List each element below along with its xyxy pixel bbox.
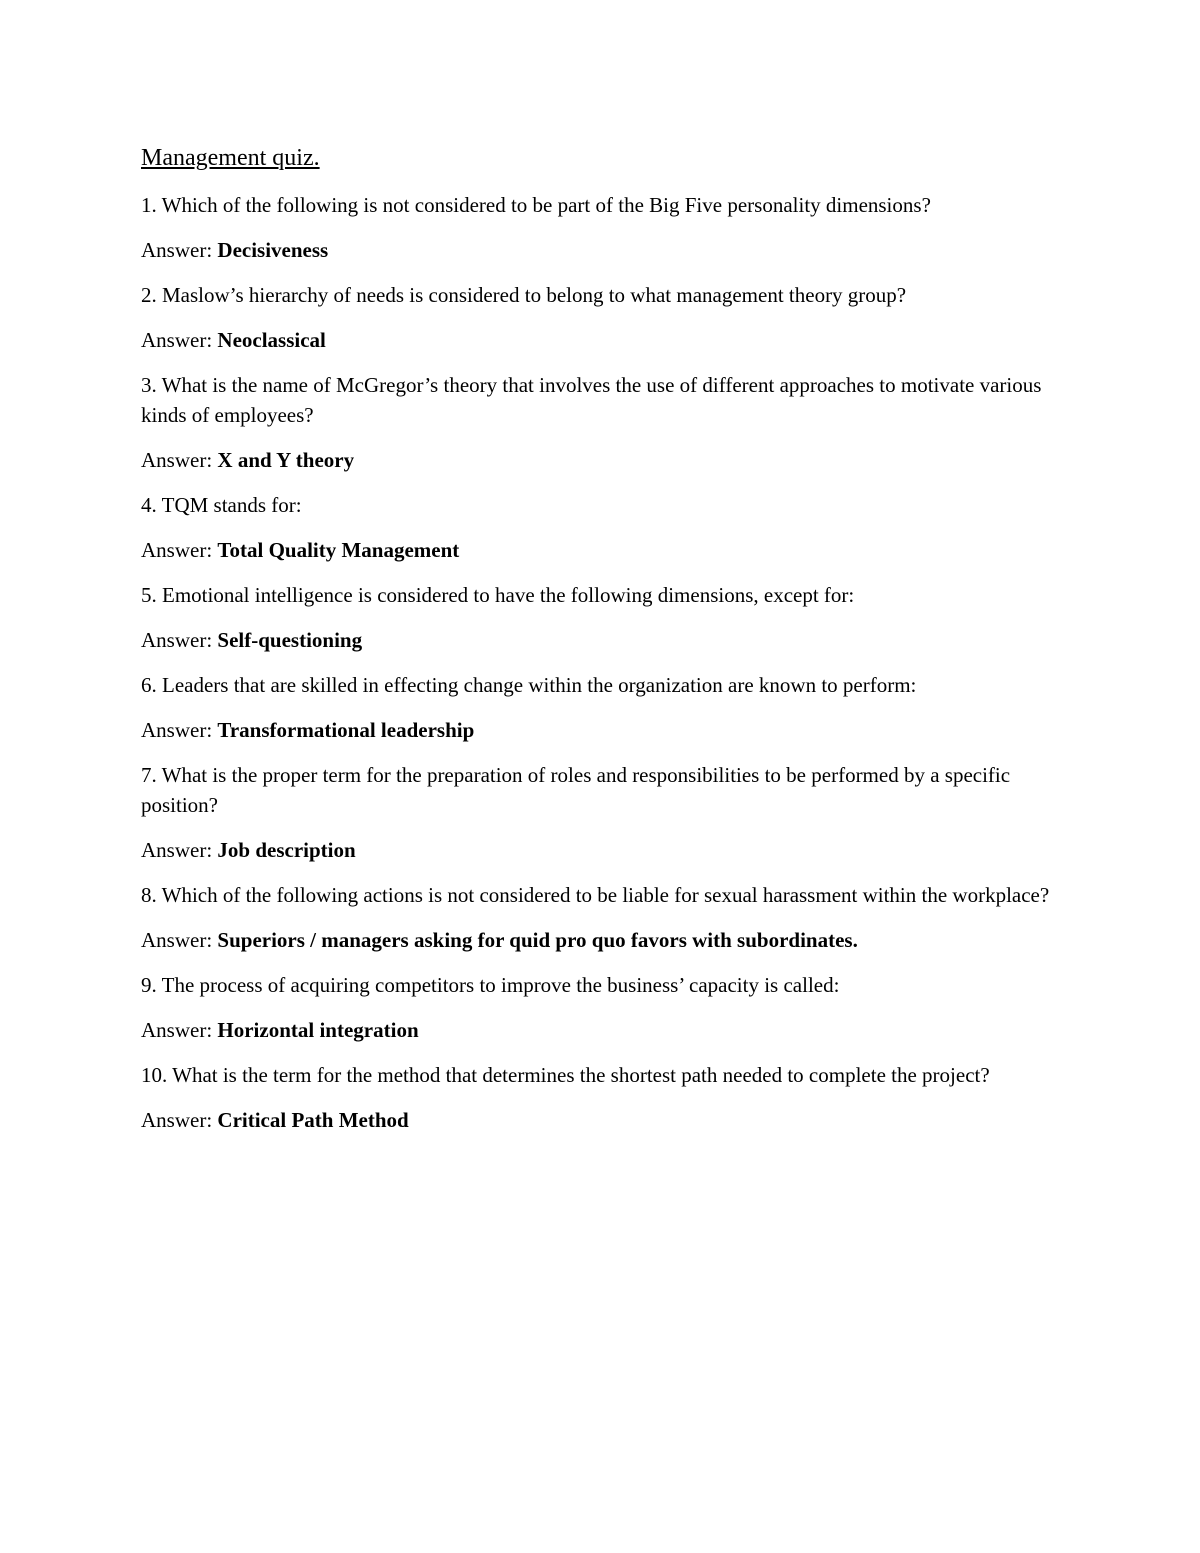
answer-line — [141, 835, 1061, 865]
answer-prefix: Answer: — [141, 1018, 218, 1042]
answer-value: Job description — [217, 838, 356, 862]
quiz-item-4 — [141, 490, 1061, 565]
document-title: Management quiz. — [141, 145, 320, 171]
question-text: 2. Maslow’s hierarchy of needs is considered to belong to what management theory group? — [141, 283, 907, 307]
answer-value: Superiors / managers asking for quid pro quo favors with subordinates. — [217, 928, 858, 952]
answer-prefix: Answer: — [141, 448, 218, 472]
answer-value: Neoclassical — [217, 328, 326, 352]
question-text: 7. What is the proper term for the preparation of roles and responsibilities to be performed by a specific position? — [141, 763, 1011, 817]
answer-prefix: Answer: — [141, 628, 218, 652]
answer-value: X and Y theory — [217, 448, 355, 472]
question-text: 3. What is the name of McGregor’s theory that involves the use of different approaches to motivate various kinds of employees? — [141, 373, 1042, 427]
answer-prefix: Answer: — [141, 1108, 218, 1132]
answer-value: Horizontal integration — [217, 1018, 419, 1042]
answer-line — [141, 715, 1061, 745]
document-page — [141, 140, 1061, 1150]
question-text: 1. Which of the following is not considered to be part of the Big Five personality dimensions? — [141, 193, 931, 217]
answer-prefix: Answer: — [141, 538, 218, 562]
question-text: 10. What is the term for the method that determines the shortest path needed to complete the project? — [141, 1063, 990, 1087]
question-text: 4. TQM stands for: — [141, 493, 302, 517]
question-text: 9. The process of acquiring competitors to improve the business’ capacity is called: — [141, 973, 840, 997]
answer-prefix: Answer: — [141, 838, 218, 862]
answer-value: Total Quality Management — [217, 538, 460, 562]
quiz-item-10 — [141, 1060, 1061, 1135]
answer-line — [141, 325, 1061, 355]
quiz-item-9 — [141, 970, 1061, 1045]
answer-line — [141, 925, 1061, 955]
answer-line — [141, 535, 1061, 565]
answer-line — [141, 1105, 1061, 1135]
answer-line — [141, 625, 1061, 655]
answer-value: Transformational leadership — [217, 718, 475, 742]
quiz-item-2 — [141, 280, 1061, 355]
quiz-item-3 — [141, 370, 1061, 475]
answer-line — [141, 1015, 1061, 1045]
quiz-item-6 — [141, 670, 1061, 745]
answer-prefix: Answer: — [141, 328, 218, 352]
quiz-item-5 — [141, 580, 1061, 655]
answer-value: Decisiveness — [217, 238, 329, 262]
question-text: 8. Which of the following actions is not considered to be liable for sexual harassment within the workplace? — [141, 883, 1050, 907]
answer-prefix: Answer: — [141, 238, 218, 262]
answer-line — [141, 445, 1061, 475]
answer-prefix: Answer: — [141, 718, 218, 742]
quiz-item-8 — [141, 880, 1061, 955]
quiz-item-1 — [141, 190, 1061, 265]
answer-prefix: Answer: — [141, 928, 218, 952]
quiz-item-7 — [141, 760, 1061, 865]
answer-value: Self-questioning — [217, 628, 363, 652]
question-text: 6. Leaders that are skilled in effecting change within the organization are known to perform: — [141, 673, 917, 697]
answer-value: Critical Path Method — [217, 1108, 409, 1132]
answer-line — [141, 235, 1061, 265]
question-text: 5. Emotional intelligence is considered to have the following dimensions, except for: — [141, 583, 855, 607]
